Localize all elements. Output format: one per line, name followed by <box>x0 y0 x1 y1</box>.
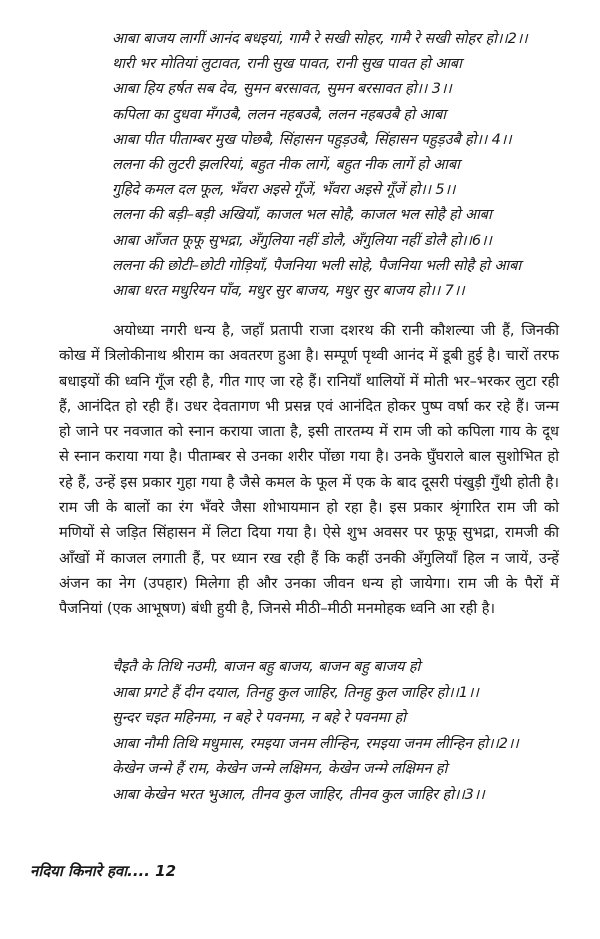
verse-line: आबा नौमी तिथि मधुमास, रमइया जनम लीन्हिन, रमइया जनम लीन्हिन हो।।2।। <box>112 735 519 752</box>
verse-line: आबा बाजय लागीं आनंद बधइयां, गामै रे सखी सोहर, गामै रे सखी सोहर हो।।2।। <box>112 31 528 47</box>
prose-paragraph: अयोध्या नगरी धन्य है, जहाँ प्रतापी राजा दशरथ की रानी कौशल्या जी हैं, जिनकी कोख में त्रिलोकीनाथ श्रीराम का अवतरण हुआ है। सम्पूर्ण पृथ्वी आनंद में डूबी हुई है। चारों तरफ बधाइयों की ध्वनि गूँज रही है, गीत गाए जा रहे हैं। रानियाँ थालियों में मोती भर–भरकर लुटा रही हैं, आनंदित हो रही हैं। उधर देवतागण भी प्रसन्न एवं आनंदित होकर पुष्प वर्षा कर रहे हैं। जन्म हो जाने पर नवजात को स्नान कराया जाता है, इसी तारतम्य में राम जी को कपिला गाय के दूध से स्नान कराया गया है। पीताम्बर से उनका शरीर पोंछा गया है। उनके घुँघराले बाल सुशोभित हो रहे हैं, उन्हें इस प्रकार गुहा गया है जैसे कमल के फूल में एक के बाद दूसरी पंखुड़ी गुँथी होती है। राम जी के बालों का रंग भँवरे जैसा शोभायमान हो रहा है। इस प्रकार श्रृंगारित राम जी को मणियों से जड़ित सिंहासन में लिटा दिया गया है। ऐसे शुभ अवसर पर फूफू सुभद्रा, रामजी की आँखों में काजल लगाती हैं, पर ध्यान रख रही हैं कि कहीं उनकी अँगुलियाँ हिल न जायें, उन्हें अंजन का नेग (उपहार) मिलेगा ही और उनका जीवन धन्य हो जायेगा। राम जी के पैरों में पैजनियां (एक आभूषण) बंधी हुयी है, जिनसे मीठी–मीठी मनमोहक ध्वनि आ रही है। <box>59 322 559 618</box>
verse-line: केखेन जन्मे हैं राम, केखेन जन्मे लक्षिमन, केखेन जन्मे लक्षिमन हो <box>112 761 448 777</box>
page-footer: नदिया किनारे हवा.... 12 <box>30 862 177 880</box>
verse-line: आबा पीत पीताम्बर मुख पोछबै, सिंहासन पहुड़उबै, सिंहासन पहुड़उबै हो।। 4।। <box>112 131 512 148</box>
verse-line: आबा प्रगटे हैं दीन दयाल, तिनहु कुल जाहिर, तिनहु कुल जाहिर हो।।1।। <box>112 684 479 701</box>
verse-top <box>112 27 570 304</box>
verse-line: आबा हिय हर्षत सब देव, सुमन बरसावत, सुमन बरसावत हो।। 3।। <box>112 81 452 98</box>
verse-line: आबा केखेन भरत भुआल, तीनव कुल जाहिर, तीनव कुल जाहिर हो।।3।। <box>112 786 485 803</box>
verse-line: चैइतै के तिथि नउमी, बाजन बहु बाजय, बाजन बहु बाजय हो <box>112 659 421 675</box>
verse-line: कपिला का दुधवा मँगउबै, ललन नहबउबै, ललन नहबउबै हो आबा <box>112 106 446 123</box>
verse-bottom <box>112 655 570 808</box>
verse-line: ललना की बड़ी–बड़ी अखियाँ, काजल भल सोहै, काजल भल सोहै हो आबा <box>112 207 492 224</box>
verse-line: ललना की छोटी–छोटी गोड़ियाँ, पैजनिया भली सोहे, पैजनिया भली सोहै हो आबा <box>112 257 521 274</box>
verse-line: सुन्दर चइत महिनमा, न बहे रे पवनमा, न बहे रे पवनमा हो <box>112 710 406 726</box>
verse-line: आबा धरत मधुरियन पाँव, मधुर सुर बाजय, मधुर सुर बाजय हो।। 7।। <box>112 283 465 300</box>
verse-line: आबा आँजत फूफू सुभद्रा, अँगुलिया नहीं डोलै, अँगुलिया नहीं डोलै हो।।6।। <box>112 232 492 249</box>
verse-line: थारी भर मोतियां लुटावत, रानी सुख पावत, रानी सुख पावत हो आबा <box>112 56 462 73</box>
verse-line: गुहिदे कमल दल फूल, भँवरा अइसे गूँजें, भँवरा अइसे गूँजें हो।। 5।। <box>112 182 456 199</box>
verse-line: ललना की लुटरी झलरियां, बहुत नीक लागें, बहुत नीक लागें हो आबा <box>112 157 460 174</box>
